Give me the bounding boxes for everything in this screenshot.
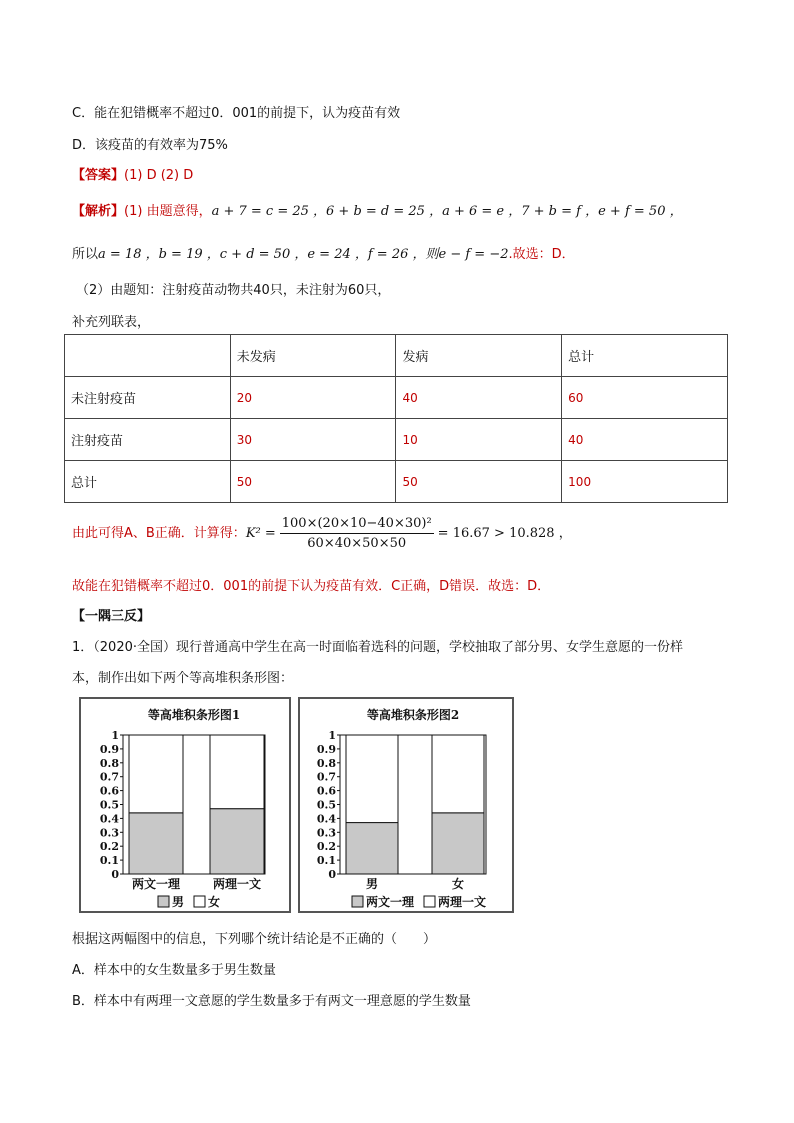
table-cell: 10 — [396, 419, 562, 461]
table-cell: 40 — [396, 377, 562, 419]
calc-prefix: 由此可得A、B正确．计算得： — [72, 526, 246, 541]
x-tick-label: 两文一理 — [131, 877, 181, 891]
y-tick-label: 0.6 — [99, 784, 119, 798]
legend-swatch — [424, 896, 435, 907]
table-cell: 60 — [562, 377, 728, 419]
analysis-part1: (1) 由题意得， — [124, 204, 212, 219]
question-1-line-1: 1．（2020·全国）现行普通高中学生在高一时面临着选科的问题，学校抽取了部分男、女学生意愿的一份样 — [72, 640, 683, 655]
y-tick-label: 0.9 — [316, 742, 336, 756]
question-1-line-2: 本，制作出如下两个等高堆积条形图： — [72, 671, 294, 686]
legend-swatch — [352, 896, 363, 907]
answer-line — [72, 164, 193, 183]
conclusion-line: 故能在犯错概率不超过0．001的前提下认为疫苗有效．C正确，D错误．故选：D． — [72, 579, 551, 594]
question-1-prompt: 根据这两幅图中的信息，下列哪个统计结论是不正确的（ ） — [72, 932, 437, 947]
bar-segment-男 — [129, 813, 183, 874]
part2-line: （2）由题知：注射疫苗动物共40只，未注射为60只， — [76, 283, 391, 298]
table-header-cell: 未发病 — [230, 335, 396, 377]
y-tick-label: 0.3 — [99, 826, 119, 840]
table-row — [65, 461, 728, 503]
chart-1-frame — [79, 697, 291, 913]
analysis-line2-suffix: .故选：D． — [508, 247, 575, 262]
analysis-equations-2: a = 18 ，b = 19 ，c + d = 50 ，e = 24 ，f = 26 ，则e − f = −2 — [98, 247, 509, 262]
question-1-option-a: A．样本中的女生数量多于男生数量 — [72, 963, 276, 978]
y-tick-label: 0.9 — [99, 742, 119, 756]
stacked-bar-chart-1 — [81, 699, 289, 911]
answer-tag: 【答案】 — [72, 168, 125, 183]
table-row-label: 总计 — [65, 461, 231, 503]
table-cell: 40 — [562, 419, 728, 461]
table-row-label: 未注射疫苗 — [65, 377, 231, 419]
analysis-tag: 【解析】 — [72, 204, 125, 219]
x-tick-label: 两理一文 — [212, 877, 262, 891]
analysis-equations-1: a + 7 = c = 25 ，6 + b = d = 25 ，a + 6 = e ，7 + b = f ，e + f = 50 ， — [211, 204, 683, 219]
calc-fraction — [280, 516, 434, 551]
table-row-label: 注射疫苗 — [65, 419, 231, 461]
table-header-row — [65, 335, 728, 377]
analysis-line-1 — [72, 200, 683, 219]
option-c: C．能在犯错概率不超过0．001的前提下，认为疫苗有效 — [72, 106, 401, 121]
contingency-table — [64, 334, 728, 503]
table-row — [65, 419, 728, 461]
y-tick-label: 0.8 — [99, 756, 119, 770]
legend-swatch — [158, 896, 169, 907]
y-tick-label: 0.1 — [99, 854, 119, 868]
legend-label: 女 — [208, 895, 221, 909]
calc-numerator: 100×(20×10−40×30)² — [280, 516, 434, 534]
table-row — [65, 377, 728, 419]
table-header-cell: 发病 — [396, 335, 562, 377]
table-cell: 50 — [396, 461, 562, 503]
bar-segment-两文一理 — [346, 823, 398, 874]
calc-result: = 16.67 > 10.828 ， — [437, 526, 572, 541]
y-tick-label: 0 — [111, 868, 119, 881]
bar-segment-男 — [210, 809, 264, 874]
calc-lhs: K² = — [245, 526, 276, 541]
y-tick-label: 0.7 — [316, 770, 336, 784]
y-tick-label: 0.2 — [316, 840, 336, 854]
x-tick-label: 男 — [365, 877, 379, 891]
supplement-line: 补充列联表， — [72, 315, 151, 330]
analysis-line2-prefix: 所以 — [72, 247, 99, 262]
legend-label: 两理一文 — [438, 895, 487, 909]
legend-label: 两文一理 — [366, 895, 415, 909]
section-title: 【一隅三反】 — [72, 609, 151, 624]
y-tick-label: 1 — [111, 729, 119, 742]
legend-label: 男 — [172, 895, 185, 909]
y-tick-label: 0.3 — [316, 826, 336, 840]
y-tick-label: 1 — [328, 729, 336, 742]
table-header-cell: 总计 — [562, 335, 728, 377]
y-tick-label: 0.5 — [316, 798, 336, 812]
x-tick-label: 女 — [451, 877, 465, 891]
chart-title: 等高堆积条形图1 — [147, 708, 241, 722]
analysis-line-2 — [72, 243, 575, 262]
y-tick-label: 0.4 — [316, 812, 336, 826]
y-tick-label: 0.8 — [316, 756, 336, 770]
y-tick-label: 0.4 — [99, 812, 119, 826]
option-d: D．该疫苗的有效率为75% — [72, 138, 228, 153]
legend-swatch — [194, 896, 205, 907]
table-cell: 20 — [230, 377, 396, 419]
bar-segment-两理一文 — [346, 735, 398, 823]
table-header-cell — [65, 335, 231, 377]
calculation-line — [72, 516, 572, 551]
calc-denominator: 60×40×50×50 — [307, 536, 407, 551]
table-cell: 30 — [230, 419, 396, 461]
table-cell: 50 — [230, 461, 396, 503]
y-tick-label: 0.5 — [99, 798, 119, 812]
table-cell: 100 — [562, 461, 728, 503]
stacked-bar-chart-2 — [300, 699, 512, 911]
chart-title: 等高堆积条形图2 — [366, 708, 460, 722]
bar-segment-两理一文 — [432, 735, 484, 813]
y-tick-label: 0 — [328, 868, 336, 881]
question-1-option-b: B．样本中有两理一文意愿的学生数量多于有两文一理意愿的学生数量 — [72, 994, 471, 1009]
bar-segment-女 — [129, 735, 183, 813]
answer-text: (1) D (2) D — [124, 168, 194, 183]
y-tick-label: 0.2 — [99, 840, 119, 854]
y-tick-label: 0.6 — [316, 784, 336, 798]
y-tick-label: 0.7 — [99, 770, 119, 784]
y-tick-label: 0.1 — [316, 854, 336, 868]
bar-segment-女 — [210, 735, 264, 809]
chart-2-frame — [298, 697, 514, 913]
bar-segment-两文一理 — [432, 813, 484, 874]
